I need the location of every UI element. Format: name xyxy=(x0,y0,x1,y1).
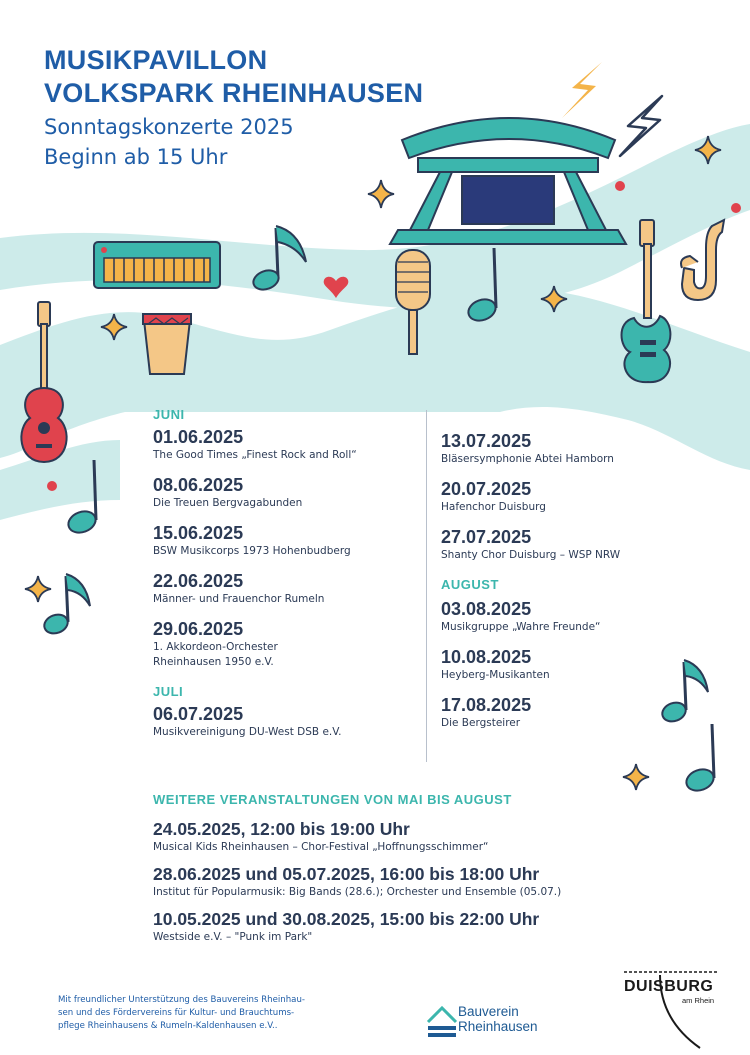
music-note-icon xyxy=(42,574,90,637)
event-item xyxy=(441,694,721,731)
schedule-right-column xyxy=(441,430,721,742)
sponsor-note-line: sen und des Fördervereins für Kultur- und Brauchtums- xyxy=(58,1008,295,1018)
sparkle-icon xyxy=(623,764,649,790)
poster-header xyxy=(44,44,423,172)
event-description: Die Bergsteirer xyxy=(441,717,521,729)
poster-subtitle-line1: Sonntagskonzerte 2025 xyxy=(44,115,294,139)
event-description: Hafenchor Duisburg xyxy=(441,501,546,513)
event-description: Musikvereinigung DU-West DSB e.V. xyxy=(153,726,342,738)
dot-decoration xyxy=(47,481,57,491)
duisburg-logo-subtext: am Rhein xyxy=(682,996,715,1005)
month-heading-juli: JULI xyxy=(153,684,184,699)
poster-title-line1: MUSIKPAVILLON xyxy=(44,45,268,75)
further-event-description: Institut für Popularmusik: Big Bands (28.6.); Orchester und Ensemble (05.07.) xyxy=(153,886,562,898)
further-event-date: 28.06.2025 und 05.07.2025, 16:00 bis 18:00 Uhr xyxy=(153,864,540,884)
further-event-date: 24.05.2025, 12:00 bis 19:00 Uhr xyxy=(153,819,410,839)
event-date: 29.06.2025 xyxy=(153,619,244,639)
bauverein-logo-text: Rheinhausen xyxy=(458,1019,538,1034)
event-date: 20.07.2025 xyxy=(441,479,532,499)
event-item xyxy=(441,430,721,467)
sparkle-icon xyxy=(368,180,394,208)
bauverein-logo-text: Bauverein xyxy=(458,1004,519,1019)
month-heading-juni: JUNI xyxy=(153,407,185,422)
poster-subtitle-line2: Beginn ab 15 Uhr xyxy=(44,145,228,169)
event-item xyxy=(441,598,721,635)
event-date: 15.06.2025 xyxy=(153,523,244,543)
column-divider xyxy=(426,410,427,762)
event-description: Shanty Chor Duisburg – WSP NRW xyxy=(441,549,621,561)
event-item xyxy=(153,474,423,511)
event-date: 13.07.2025 xyxy=(441,431,532,451)
event-item xyxy=(153,426,423,463)
event-description: Heyberg-Musikanten xyxy=(441,669,550,681)
event-item xyxy=(153,618,423,670)
event-date: 06.07.2025 xyxy=(153,704,244,724)
event-date: 27.07.2025 xyxy=(441,527,532,547)
event-description: Die Treuen Bergvagabunden xyxy=(153,497,303,509)
event-date: 17.08.2025 xyxy=(441,695,532,715)
event-item xyxy=(441,646,721,683)
event-item xyxy=(153,570,423,607)
keyboard-icon xyxy=(94,242,220,288)
event-date: 08.06.2025 xyxy=(153,475,244,495)
event-date: 03.08.2025 xyxy=(441,599,532,619)
lightning-icon xyxy=(562,62,602,118)
event-description: The Good Times „Finest Rock and Roll“ xyxy=(153,449,357,461)
sponsor-note-line: pflege Rheinhausens & Rumeln-Kaldenhausen e.V.. xyxy=(58,1021,278,1031)
duisburg-logo-text: DUISBURG xyxy=(624,978,714,995)
sponsor-note xyxy=(58,994,388,1033)
further-events-section xyxy=(153,789,713,954)
month-heading-august: AUGUST xyxy=(441,577,499,592)
poster-title-line2: VOLKSPARK RHEINHAUSEN xyxy=(44,78,424,108)
event-date: 01.06.2025 xyxy=(153,427,244,447)
bauverein-logo xyxy=(426,1004,566,1038)
drum-icon xyxy=(143,314,191,374)
lightning-icon xyxy=(620,96,662,156)
further-events-heading: WEITERE VERANSTALTUNGEN VON MAI BIS AUGUST xyxy=(153,792,512,807)
event-item xyxy=(153,703,423,740)
event-item xyxy=(441,478,721,515)
event-date: 10.08.2025 xyxy=(441,647,532,667)
schedule-left-column xyxy=(153,404,423,751)
event-description: Männer- und Frauenchor Rumeln xyxy=(153,593,325,605)
event-description: Bläsersymphonie Abtei Hamborn xyxy=(441,453,614,465)
event-description: BSW Musikcorps 1973 Hohenbudberg xyxy=(153,545,351,557)
event-item xyxy=(153,522,423,559)
duisburg-logo xyxy=(620,966,730,1046)
event-description: 1. Akkordeon-Orchester Rheinhausen 1950 e.V. xyxy=(153,641,278,668)
further-event-date: 10.05.2025 und 30.08.2025, 15:00 bis 22:00 Uhr xyxy=(153,909,540,929)
music-pavilion-icon xyxy=(390,118,626,244)
further-event-description: Musical Kids Rheinhausen – Chor-Festival „Hoffnungsschimmer“ xyxy=(153,841,489,853)
event-description: Musikgruppe „Wahre Freunde“ xyxy=(441,621,601,633)
dot-decoration xyxy=(731,203,741,213)
event-item xyxy=(441,526,721,563)
further-event-description: Westside e.V. – "Punk im Park" xyxy=(153,931,313,943)
sparkle-icon xyxy=(25,576,51,602)
event-date: 22.06.2025 xyxy=(153,571,244,591)
dot-decoration xyxy=(615,181,625,191)
sponsor-note-line: Mit freundlicher Unterstützung des Bauvereins Rheinhau- xyxy=(58,995,305,1005)
